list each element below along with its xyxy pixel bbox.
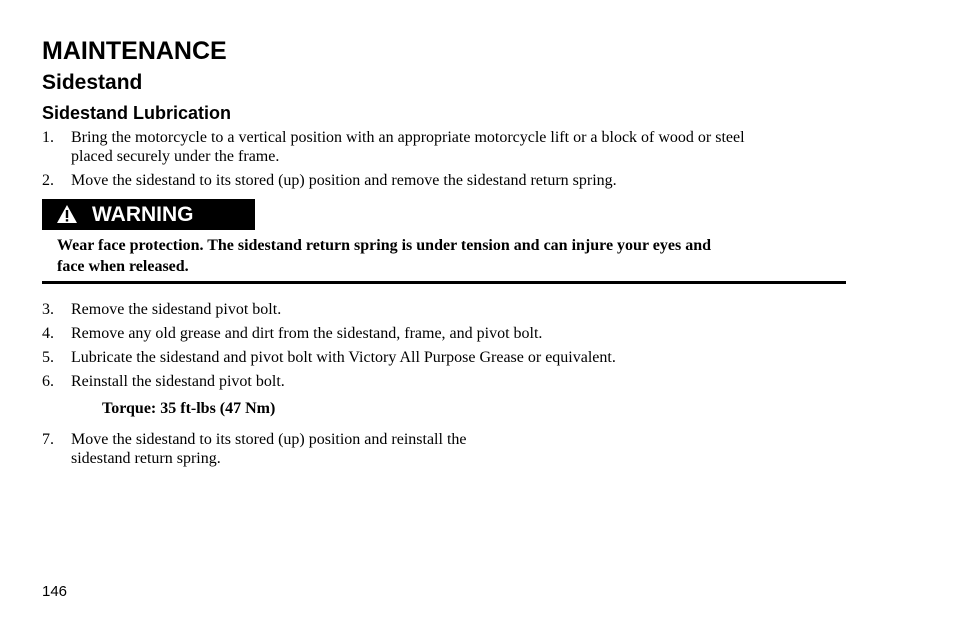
step-6-number: 6. xyxy=(42,373,54,390)
warning-text-line-2: face when released. xyxy=(57,258,189,275)
warning-label: WARNING xyxy=(92,203,194,226)
step-3-text: Remove the sidestand pivot bolt. xyxy=(71,301,282,318)
step-1-number: 1. xyxy=(42,129,54,146)
step-7-text-line-2: sidestand return spring. xyxy=(71,450,221,467)
warning-header xyxy=(42,199,255,230)
step-4-number: 4. xyxy=(42,325,54,342)
step-1-text-line-1: Bring the motorcycle to a vertical position with an appropriate motorcycle lift or a block of wood or steel xyxy=(71,129,745,146)
torque-spec: Torque: 35 ft-lbs (47 Nm) xyxy=(102,400,276,417)
warning-text-line-1: Wear face protection. The sidestand return spring is under tension and can injure your eyes and xyxy=(57,237,711,254)
step-6-text: Reinstall the sidestand pivot bolt. xyxy=(71,373,285,390)
step-3-number: 3. xyxy=(42,301,54,318)
warning-divider xyxy=(42,281,846,284)
section-title: Sidestand xyxy=(42,71,143,94)
chapter-title: MAINTENANCE xyxy=(42,37,227,65)
step-5-text: Lubricate the sidestand and pivot bolt with Victory All Purpose Grease or equivalent. xyxy=(71,349,616,366)
step-7-number: 7. xyxy=(42,431,54,448)
step-4-text: Remove any old grease and dirt from the sidestand, frame, and pivot bolt. xyxy=(71,325,543,342)
step-7-text-line-1: Move the sidestand to its stored (up) position and reinstall the xyxy=(71,431,467,448)
warning-triangle-icon xyxy=(56,204,78,224)
step-2-text: Move the sidestand to its stored (up) position and remove the sidestand return spring. xyxy=(71,172,617,189)
step-1-text-line-2: placed securely under the frame. xyxy=(71,148,280,165)
page-number: 146 xyxy=(42,583,68,600)
subsection-title: Sidestand Lubrication xyxy=(42,103,232,123)
step-5-number: 5. xyxy=(42,349,54,366)
step-2-number: 2. xyxy=(42,172,54,189)
